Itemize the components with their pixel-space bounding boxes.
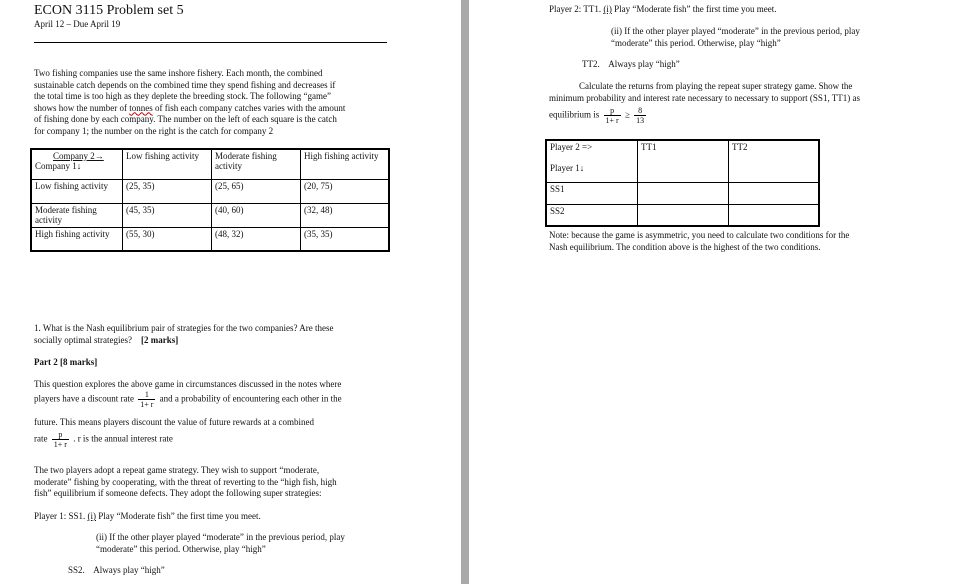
misspelled-word: tonnes [129,102,153,113]
eq-fraction-rhs [634,106,646,125]
p2-text: rate [34,433,48,444]
q1-line: 1. What is the Nash equilibrium pair of strategies for the two companies? Are these [34,323,334,333]
strategy-line: fish” equilibrium if someone defects. They adopt the following super strategies: [34,488,322,498]
payoff-cell: (45, 35) [123,203,212,227]
doc-subtitle: April 12 – Due April 19 [34,19,121,29]
payoff-cell: (55, 30) [123,227,212,251]
part-2-heading: Part 2 [8 marks] [34,357,98,367]
item-text: Play “Moderate fish” the first time you meet. [614,4,777,14]
corner-top-label: Company 2→ [53,151,104,161]
empty-cell [729,204,820,226]
note-line: Note: because the game is asymmetric, you need to calculate two conditions for the [549,230,850,240]
item-line: (ii) If the other player played “moderate” in the previous period, play [611,26,860,36]
row-header: SS1 [546,182,638,204]
item-line: “moderate” this period. Otherwise, play “high” [611,37,781,48]
right-page [469,0,967,584]
row-header: Moderate fishing activity [31,203,123,227]
frac-numerator: 1 [138,390,155,400]
payoff-cell: (25, 35) [123,179,212,203]
header-rule [34,42,387,43]
item-marker: (i) [603,4,612,14]
payoff-cell: (32, 48) [301,203,390,227]
left-page [0,0,461,584]
frac-numerator: p [52,430,69,440]
table-row [546,204,819,226]
corner-bottom-label: Player 1↓ [550,163,585,173]
intro-paragraph [34,68,389,137]
q1-line [34,335,387,347]
row-header: SS2 [546,204,638,226]
intro-line: the total time is too high as they deplete the breeding stock. The following “game” [34,91,332,101]
p2-line-2 [34,390,389,409]
player-1-ss1-ii [96,532,389,555]
item-marker: (i) [87,511,97,521]
row-header: High fishing activity [31,227,123,251]
column-header: Moderate fishing activity [212,149,301,179]
empty-cell [729,182,820,204]
intro-line: Two fishing companies use the same inshore fishery. Each month, the combined [34,68,323,78]
note-line: Nash equilibrium. The condition above is the highest of the two conditions. [549,241,821,252]
p2-text: and a probability of encountering each other in the [159,393,342,404]
p2-text: . r is the annual interest rate [73,433,173,444]
p2-line-3: future. This means players discount the value of future rewards at a combined [34,417,314,427]
player-2-tt1-ii [611,26,907,49]
intro-text: of fish each company catches varies with the amount [152,102,346,113]
strategy-paragraph [34,465,389,500]
calc-line: Calculate the returns from playing the repeat super strategy game. Show the [579,81,853,91]
payoff-cell: (48, 32) [212,227,301,251]
item-line: “moderate” this period. Otherwise, play “high” [96,543,266,554]
player-2-heading: Player 2: TT1. [549,4,602,14]
row-header: Low fishing activity [31,179,123,203]
corner-cell [31,149,123,179]
payoff-cell: (25, 65) [212,179,301,203]
table-row [31,179,389,203]
frac-numerator: p [604,106,621,116]
column-header: TT1 [638,140,729,182]
equilibrium-condition [549,106,648,125]
payoff-cell: (40, 60) [212,203,301,227]
ge-symbol: ≥ [624,109,630,120]
payoff-table [30,148,390,252]
returns-table [545,139,820,227]
eq-text: equilibrium is [549,109,600,120]
intro-text: shows how the number of [34,102,130,113]
strategy-line: moderate” fishing by cooperating, with the threat of reverting to the “high fish, high [34,476,337,487]
doc-title: ECON 3115 Problem set 5 [34,3,184,18]
discount-fraction [138,390,155,409]
calc-paragraph [549,81,902,104]
strategy-line: The two players adopt a repeat game strategy. They wish to support “moderate, [34,465,320,475]
question-1 [34,323,387,346]
frac-numerator: 8 [634,106,646,116]
corner-cell [546,140,638,182]
corner-top-label: Player 2 => [550,142,593,152]
combined-rate-fraction [52,430,69,449]
q1-text: socially optimal strategies? [34,334,132,345]
column-header: TT2 [729,140,820,182]
p2-line-4 [34,430,173,449]
item-line: (ii) If the other player played “moderate” in the previous period, play [96,532,345,542]
player-1-heading: Player 1: SS1. [34,511,86,521]
column-header: High fishing activity [301,149,390,179]
q1-marks: [2 marks] [140,334,179,345]
intro-line: sustainable catch depends on the combined time they spend fishing and decreases if [34,79,336,90]
intro-line [34,103,389,115]
intro-line: for company 1; the number on the right is the catch for company 2 [34,125,274,136]
item-text: Play “Moderate fish” the first time you meet. [98,511,261,521]
p2-text: players have a discount rate [34,393,134,404]
frac-denominator: 1+ r [140,400,154,409]
table-row [546,182,819,204]
player-2-tt1 [549,4,777,16]
intro-line: of fishing done by each company. The number on the left of each square is the catch [34,114,337,124]
table-row [31,203,389,227]
column-header: Low fishing activity [123,149,212,179]
payoff-cell: (35, 35) [301,227,390,251]
player-1-ss2: SS2. Always play “high” [68,565,165,575]
table-row [31,227,389,251]
calc-line: minimum probability and interest rate necessary to necessary to support (SS1, TT1) as [549,92,861,103]
frac-denominator: 1+ r [605,116,619,125]
empty-cell [638,204,729,226]
p2-line-1: This question explores the above game in circumstances discussed in the notes where [34,379,342,389]
corner-bottom-label: Company 1↓ [35,161,82,171]
eq-fraction [604,106,621,125]
empty-cell [638,182,729,204]
payoff-cell: (20, 75) [301,179,390,203]
player-2-tt2: TT2. Always play “high” [582,59,680,69]
frac-denominator: 13 [636,116,645,125]
note-paragraph [549,230,902,253]
player-1-ss1 [34,511,261,523]
frac-denominator: 1+ r [53,440,67,449]
